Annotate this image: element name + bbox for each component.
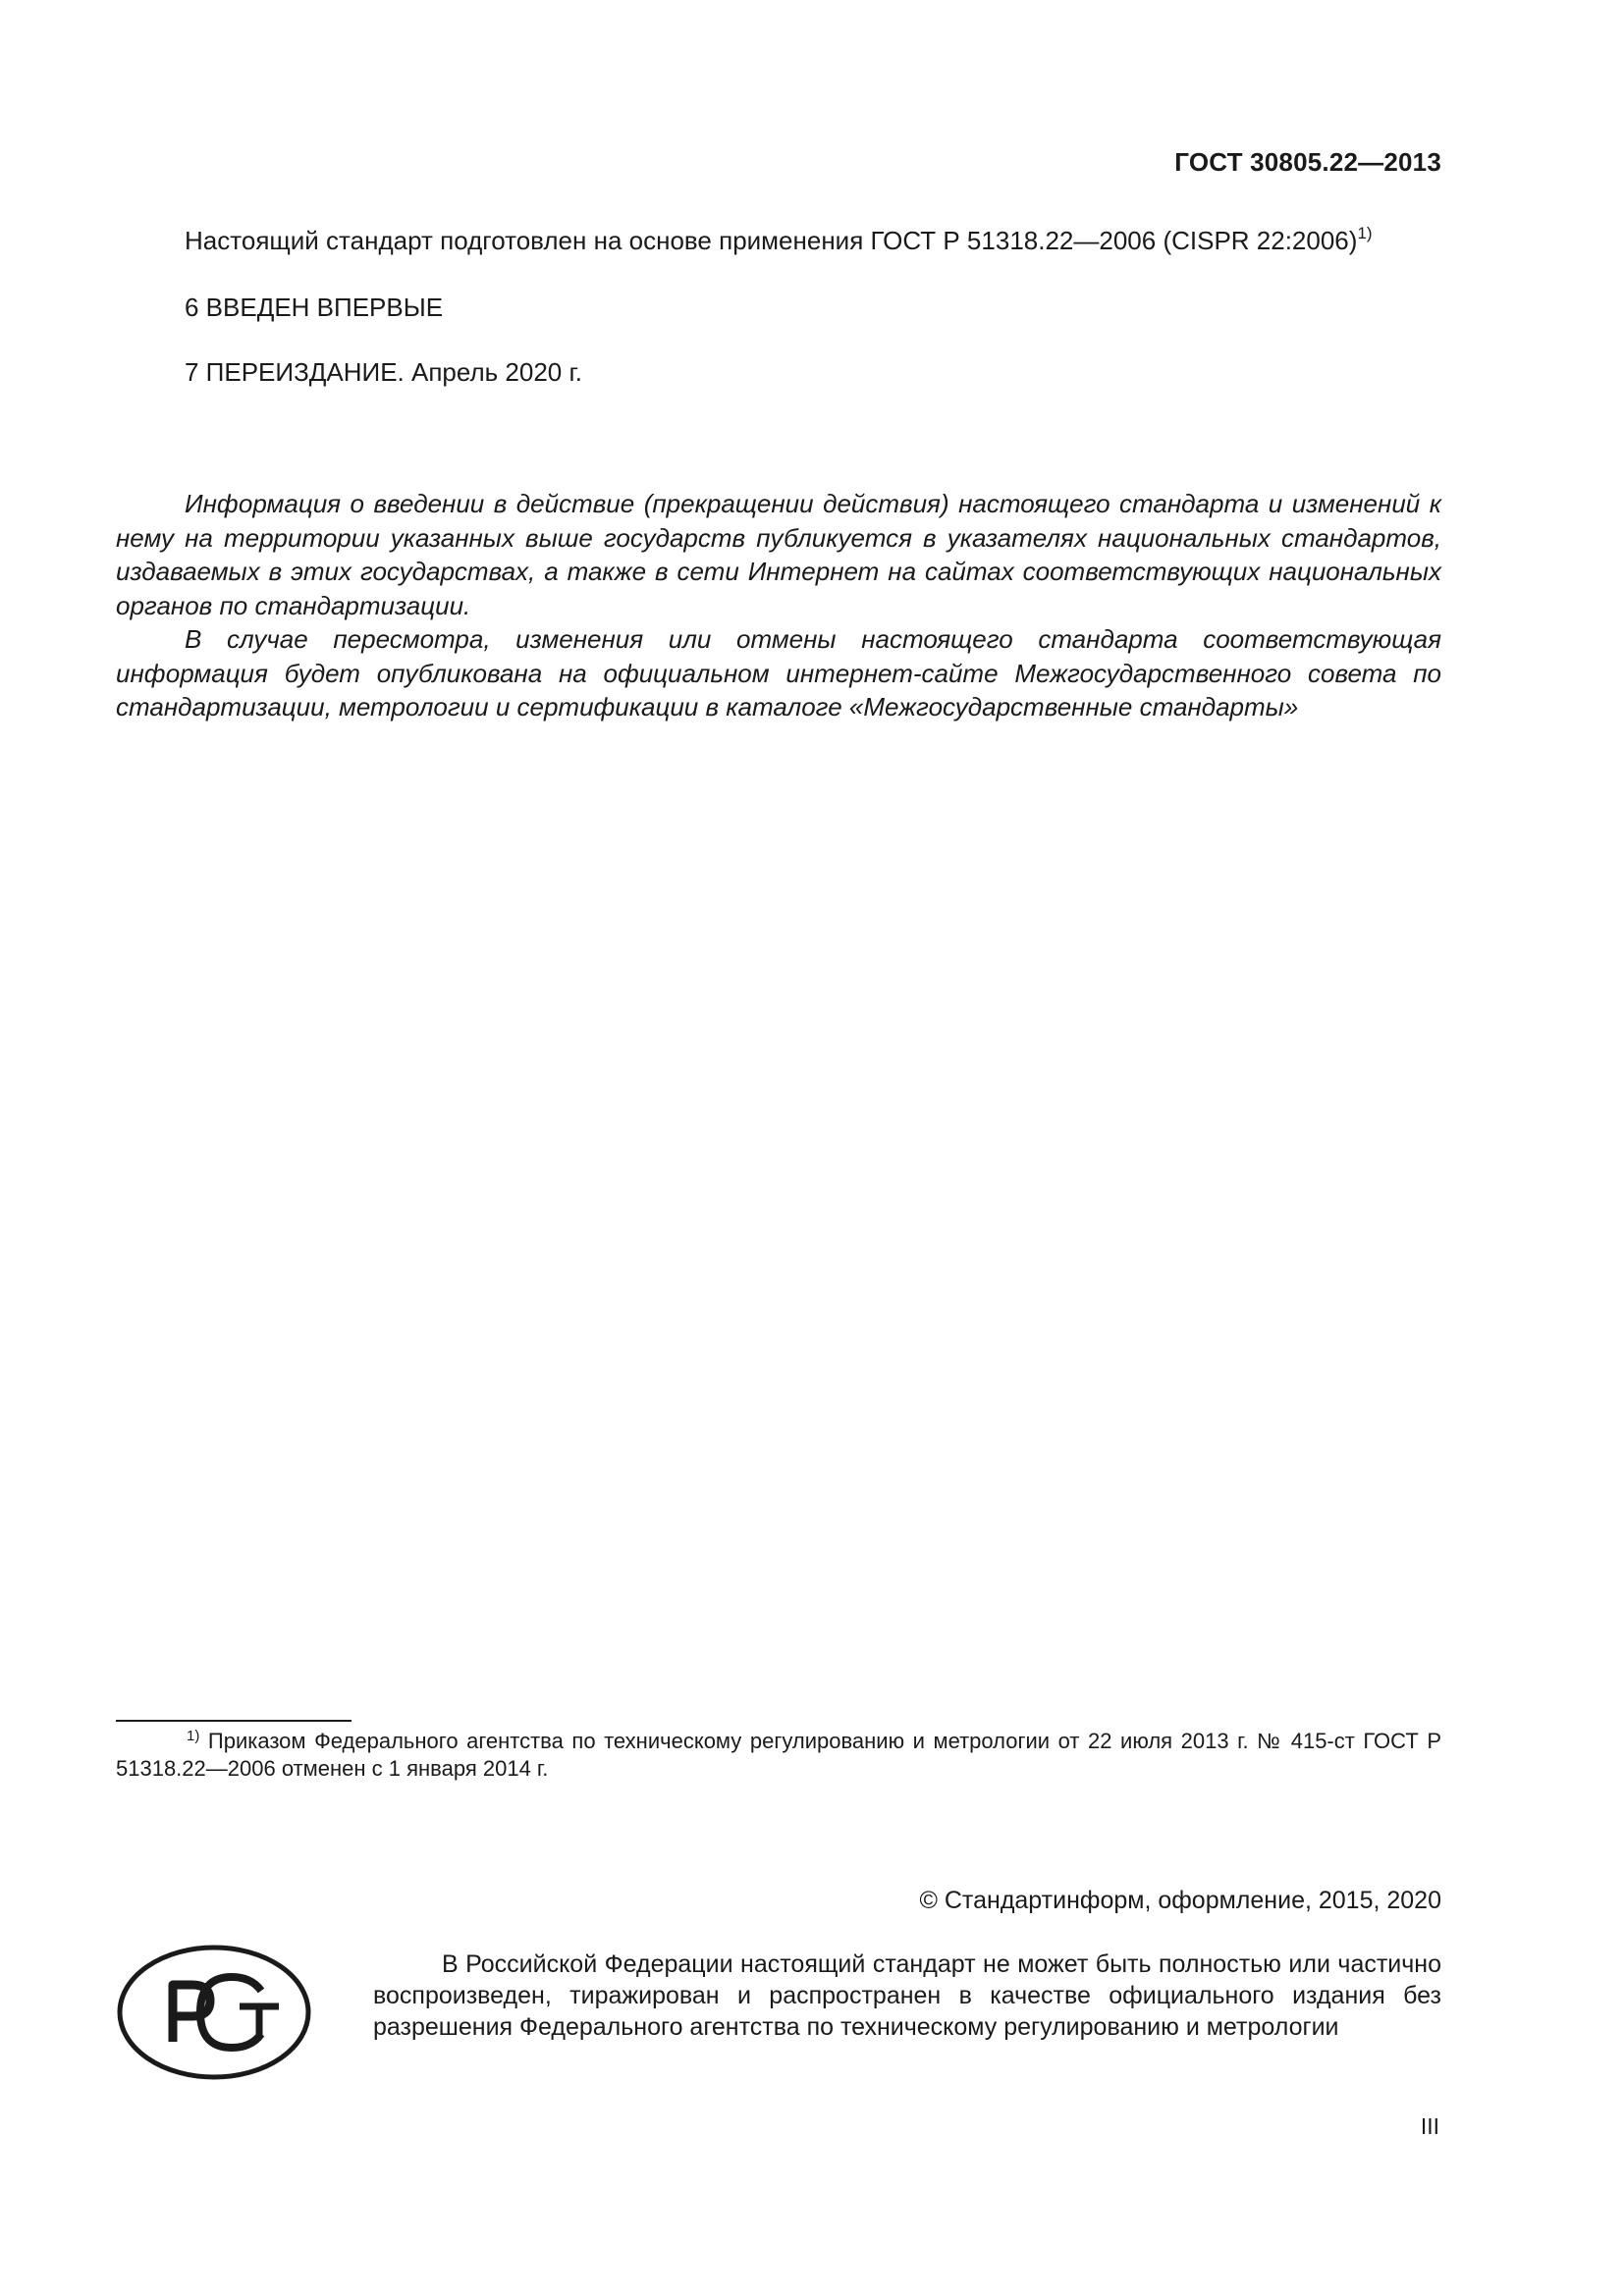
item-6: 6 ВВЕДЕН ВПЕРВЫЕ [185,293,444,322]
footnote-reference[interactable]: 1) [1357,224,1373,242]
legal-notice-text: В Российской Федерации настоящий стандарт не может быть полностью или частично воспроизведен, тиражирован и распространен в качестве официального издания без разрешения Федерального агентства по техническому регулированию и метрологии [373,1950,1441,2041]
footnote-mark: 1) [187,1728,200,1744]
basis-statement [185,226,1373,256]
rst-certification-mark-icon [116,1944,312,2081]
legal-notice [373,1949,1441,2043]
copyright-notice: © Стандартинформ, оформление, 2015, 2020 [919,1887,1441,1914]
basis-text: Настоящий стандарт подготовлен на основе применения ГОСТ Р 51318.22—2006 (CISPR 22:2006) [185,226,1358,255]
footnote-text: Приказом Федерального агентства по техническому регулированию и метрологии от 22 июля 2013 г. № 415-ст ГОСТ Р 51318.22—2006 отменен с 1 января 2014 г. [116,1729,1441,1781]
footnote [116,1728,1441,1783]
page-number: III [1420,2113,1439,2139]
info-paragraph-2: В случае пересмотра, изменения или отмены настоящего стандарта соответствующая информация будет опубликована на официальном интернет-сайте Межгосударственного совета по стандартизации, метрологии и сертификации в каталоге «Межгосударственные стандарты» [116,624,1441,721]
info-block [116,487,1441,724]
document-code: ГОСТ 30805.22—2013 [1174,147,1441,177]
info-paragraph-1: Информация о введении в действие (прекращении действия) настоящего стандарта и изменений к нему на территории указанных выше государств публикуется в указателях национальных стандартов, издаваемых в этих государствах, а также в сети Интернет на сайтах соответствующих национальных органов по стандартизации. [116,489,1441,620]
item-7: 7 ПЕРЕИЗДАНИЕ. Апрель 2020 г. [185,357,583,387]
footnote-divider [116,1720,352,1722]
